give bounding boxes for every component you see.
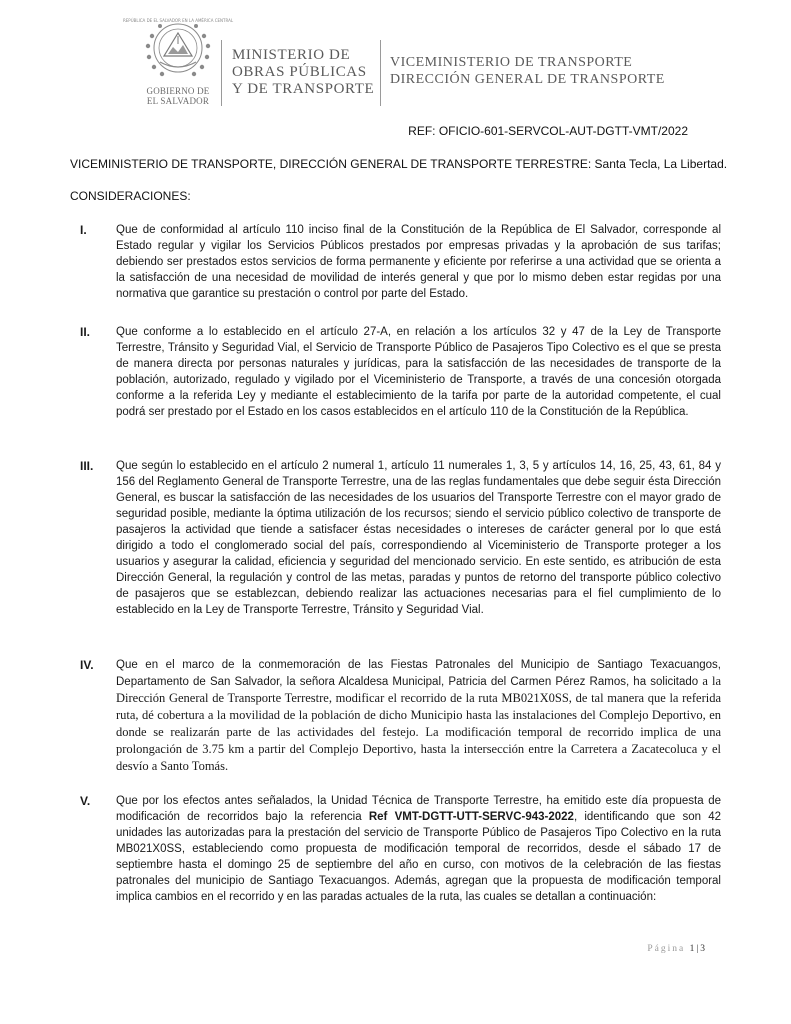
viceministry-line-1: VICEMINISTERIO DE TRANSPORTE: [390, 55, 633, 70]
document-reference: REF: OFICIO-601-SERVCOL-AUT-DGTT-VMT/2022: [408, 124, 688, 138]
government-line-1: GOBIERNO DE: [146, 86, 210, 96]
section-number: IV.: [80, 658, 94, 672]
considerations-title: CONSIDERACIONES:: [70, 189, 191, 203]
government-line-2: EL SALVADOR: [146, 96, 210, 106]
intro-line: [70, 157, 727, 171]
section-text: [116, 657, 721, 775]
consideration-section: [70, 793, 721, 905]
consideration-section: [70, 324, 721, 420]
page-label: Página: [647, 944, 686, 954]
government-label: [138, 86, 218, 106]
seal-lettering: REPÚBLICA DE EL SALVADOR EN LA AMÉRICA CENTRAL: [122, 18, 234, 23]
section-text-part-b: a la Dirección General de Transporte Terrestre, modificar el recorrido de la ruta MB021X0SS, de tal manera que la referida ruta, dé cobertura a la movilidad de la población de dicho Municipio hasta las instalaciones del Complejo Deportivo, en donde se realizarán parte de las actividades del festejo. La modificación temporal de recorrido implica de una prolongación de 3.75 km a partir del Complejo Deportivo, hasta la intersección entre la Carretera a Zacatecoluca y el desvío a Santo Tomás.: [116, 674, 722, 773]
page-number: 1|3: [689, 944, 707, 954]
section-number: II.: [80, 325, 91, 339]
intro-label: VICEMINISTERIO DE TRANSPORTE, DIRECCIÓN GENERAL DE TRANSPORTE TERRESTRE:: [70, 157, 592, 171]
header-divider-right: [380, 40, 381, 106]
page-footer: [647, 944, 707, 954]
letterhead: [0, 0, 791, 120]
section-text: Que de conformidad al artículo 110 inciso final de la Constitución de la República de El Salvador, corresponde al Estado regular y vigilar los Servicios Públicos prestados por empresas privadas y la aprobación de sus tarifas; debiendo ser prestados estos servicios de forma permanente y eficiente por referirse a una actividad que se orienta a la satisfacción de una necesidad de movilidad de interés general y que por lo mismo deben estar regidas por una normativa que garantice su prestación o control por parte del Estado.: [116, 224, 721, 300]
ministry-line-2: OBRAS PÚBLICAS: [232, 64, 367, 80]
national-seal-icon: [122, 14, 234, 82]
section-number: I.: [80, 223, 87, 237]
header-divider-left: [221, 40, 222, 106]
consideration-section: [70, 458, 721, 618]
section-reference: Ref VMT-DGTT-UTT-SERVC-943-2022: [368, 811, 574, 823]
section-text: [116, 793, 721, 905]
ministry-line-1: MINISTERIO DE: [232, 47, 351, 63]
intro-place: Santa Tecla, La Libertad.: [594, 157, 728, 171]
section-text: Que conforme a lo establecido en el artículo 27-A, en relación a los artículos 32 y 47 de la Ley de Transporte Terrestre, Tránsito y Seguridad Vial, el Servicio de Transporte Público de Pasajeros Tipo Colectivo es el que se presta de manera directa por personas naturales y jurídicas, para la satisfacción de las necesidades de transporte de la población, autorizado, regulado y vigilado por el Viceministerio de Transporte, a través de una concesión otorgada conforme a la referida Ley y mediante el establecimiento de la tarifa por parte de la autoridad competente, el cual podrá ser prestado por el Estado en los casos establecidos en el artículo 110 de la Constitución de la República.: [116, 326, 721, 418]
consideration-section: [70, 657, 721, 775]
section-text-part-a: Que por los efectos antes señalados, la Unidad Técnica de Transporte Terrestre, ha emitido este día propuesta de modificación de recorridos bajo la referencia: [116, 795, 721, 823]
viceministry-line-2: DIRECCIÓN GENERAL DE TRANSPORTE: [390, 72, 665, 87]
ministry-line-3: Y DE TRANSPORTE: [232, 81, 375, 97]
consideration-section: [70, 222, 721, 302]
section-text-part-b: , identificando que son 42 unidades las autorizadas para la prestación del servicio de Transporte Público de Pasajeros Tipo Colectivo en la ruta MB021X0SS, estableciendo como propuesta de modificación temporal de recorridos, desde el sábado 17 de septiembre hasta el domingo 25 de septiembre del año en curso, con motivos de la celebración de las fiestas patronales del municipio de Santiago Texacuangos. Además, agregan que la propuesta de modificación temporal implica cambios en el recorrido y en las paradas actuales de la ruta, las cuales se detallan a continuación:: [116, 811, 721, 903]
section-text: Que según lo establecido en el artículo 2 numeral 1, artículo 11 numerales 1, 3, 5 y artículos 14, 16, 25, 43, 61, 84 y 156 del Reglamento General de Transporte Terrestre, una de las reglas fundamentales que debe seguir ésta Dirección General, es buscar la satisfacción de las necesidades de los usuarios del Transporte Terrestre con el mayor grado de seguridad posible, mediante la óptima utilización de los recursos; siendo el servicio público colectivo de transporte de pasajeros la actividad que tiende a satisfacer éstas necesidades o intereses de carácter general por lo que está dirigido a todo el conglomerado social del país, correspondiendo al Viceministerio de Transporte proteger a los usuarios y asegurar la calidad, eficiencia y seguridad del mencionado servicio. En este sentido, es atribución de esta Dirección General, la regulación y control de las metas, paradas y puntos de retorno del transporte público colectivo de pasajeros que se establezcan, debiendo realizar las actuaciones necesarias para el fiel cumplimiento de lo establecido en la Ley de Transporte Terrestre, Tránsito y Seguridad Vial.: [116, 460, 721, 616]
section-text-part-a: Que en el marco de la conmemoración de las Fiestas Patronales del Municipio de Santiago Texacuangos, Departamento de San Salvador, la señora Alcaldesa Municipal, Patricia del Carmen Pérez Ramos, ha solicitado: [116, 659, 721, 688]
section-number: III.: [80, 459, 94, 473]
ministry-name: [232, 47, 374, 98]
viceministry-name: [390, 54, 665, 88]
section-number: V.: [80, 794, 91, 808]
